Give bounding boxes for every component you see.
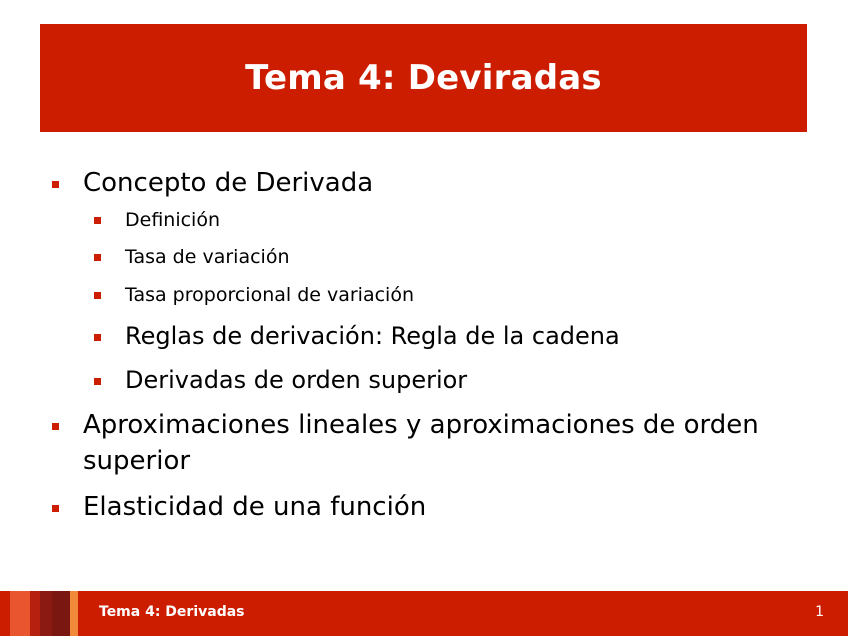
footer-title: Tema 4: Derivadas [99,604,245,620]
footer-stripe-mid [30,591,40,636]
footer-stripe-light [10,591,30,636]
bullet-square-icon [94,334,101,341]
bullet-square-icon [52,423,59,430]
bullet-square-icon [52,181,59,188]
bullet-text: Definición [125,209,220,231]
page-number: 1 [815,604,824,620]
slide-title-band [40,24,807,132]
bullet-text: Concepto de Derivada [83,168,374,198]
bullet-square-icon [52,505,59,512]
bullet-square-icon [94,217,101,224]
bullet-square-icon [94,292,101,299]
bullet-derivadas-orden-superior [125,366,467,394]
bullet-text: Reglas de derivación: Regla de la cadena [125,322,620,350]
slide-title: Tema 4: Deviradas [245,58,602,98]
bullet-square-icon [94,254,101,261]
bullet-text: Tasa proporcional de variación [125,284,414,306]
bullet-definicion [125,209,220,231]
bullet-text-line2: superior [83,446,191,476]
bullet-text: Elasticidad de una función [83,492,427,522]
bullet-tasa-proporcional [125,284,414,306]
bullet-reglas-derivacion [125,322,620,350]
bullet-text: Derivadas de orden superior [125,366,468,394]
footer-stripe-orange [70,591,78,636]
bullet-concepto-derivada [83,168,373,198]
bullet-aproximaciones [83,410,759,476]
footer-stripe-dark [40,591,52,636]
bullet-tasa-variacion [125,246,290,268]
bullet-text: Tasa de variación [125,246,290,268]
footer-stripe-darker [52,591,70,636]
bullet-elasticidad [83,492,426,522]
bullet-text-line1: Aproximaciones lineales y aproximaciones de orden [83,410,759,440]
bullet-square-icon [94,378,101,385]
footer-bar [0,591,848,636]
